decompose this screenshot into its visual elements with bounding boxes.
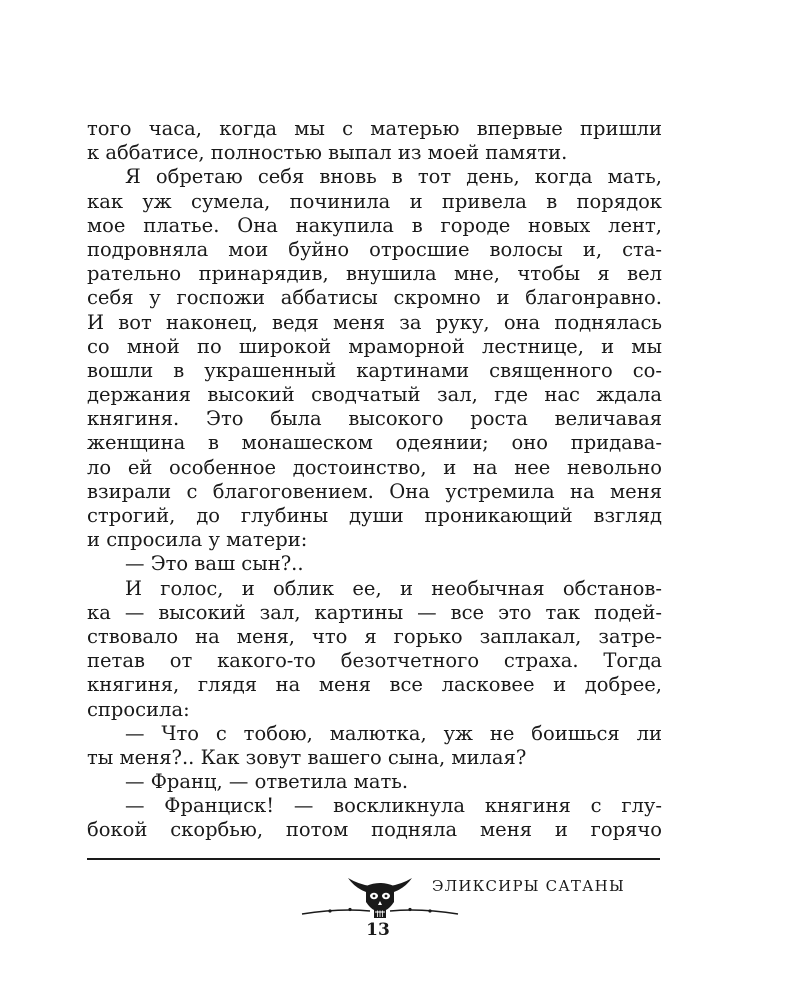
footer-rule xyxy=(87,858,660,860)
text-line: спросила: xyxy=(87,697,190,721)
page-number: 13 xyxy=(366,920,390,940)
text-line: строгий, до глубины души проникающий взгляд xyxy=(87,504,662,527)
text-line: — Франциск! — воскликнула княгиня с глу- xyxy=(125,794,662,818)
text-line: — Это ваш сын?.. xyxy=(125,552,304,576)
text-line: рательно принарядив, внушила мне, чтобы я вел xyxy=(87,262,662,286)
text-line: взирали с благоговением. Она устремила на меня xyxy=(87,479,662,503)
text-line: петав от какого-то безотчетного страха. Тогда xyxy=(87,649,662,673)
text-line: женщина в монашеском одеянии; оно придава- xyxy=(87,431,662,455)
text-line: мое платье. Она накупила в городе новых лент, xyxy=(87,213,662,237)
text-line: И голос, и облик ее, и необычная обстанов- xyxy=(125,576,662,600)
text-line: себя у госпожи аббатисы скромно и благонравно. xyxy=(87,286,662,310)
text-line: держания высокий сводчатый зал, где нас ждала xyxy=(87,383,662,407)
text-line: к аббатисе, полностью выпал из моей памяти. xyxy=(87,141,568,165)
body-text xyxy=(87,117,662,843)
text-line: княгиня, глядя на меня все ласковее и добрее, xyxy=(87,673,662,697)
running-title: ЭЛИКСИРЫ САТАНЫ xyxy=(432,877,625,895)
text-line: И вот наконец, ведя меня за руку, она поднялась xyxy=(87,310,662,334)
text-line: как уж сумела, починила и привела в порядок xyxy=(87,189,662,213)
text-line: — Что с тобою, малютка, уж не боишься ли xyxy=(125,721,662,745)
text-line: того часа, когда мы с матерью впервые пришли xyxy=(87,117,662,140)
text-line: ло ей особенное достоинство, и на нее невольно xyxy=(87,455,662,479)
text-line: бокой скорбью, потом подняла меня и горячо xyxy=(87,818,662,842)
text-line: Я обретаю себя вновь в тот день, когда мать, xyxy=(125,165,662,189)
text-line: ствовало на меня, что я горько заплакал, затре- xyxy=(87,624,662,648)
text-line: подровняла мои буйно отросшие волосы и, ста- xyxy=(87,237,662,261)
text-line: и спросила у матери: xyxy=(87,528,308,552)
text-line: ты меня?.. Как зовут вашего сына, милая? xyxy=(87,745,527,769)
text-line: княгиня. Это была высокого роста величавая xyxy=(87,407,662,431)
text-line: — Франц, — ответила мать. xyxy=(125,770,409,794)
text-line: ка — высокий зал, картины — все это так подей- xyxy=(87,600,662,624)
text-line: со мной по широкой мраморной лестнице, и мы xyxy=(87,334,662,358)
text-line: вошли в украшенный картинами священного со- xyxy=(87,358,662,382)
